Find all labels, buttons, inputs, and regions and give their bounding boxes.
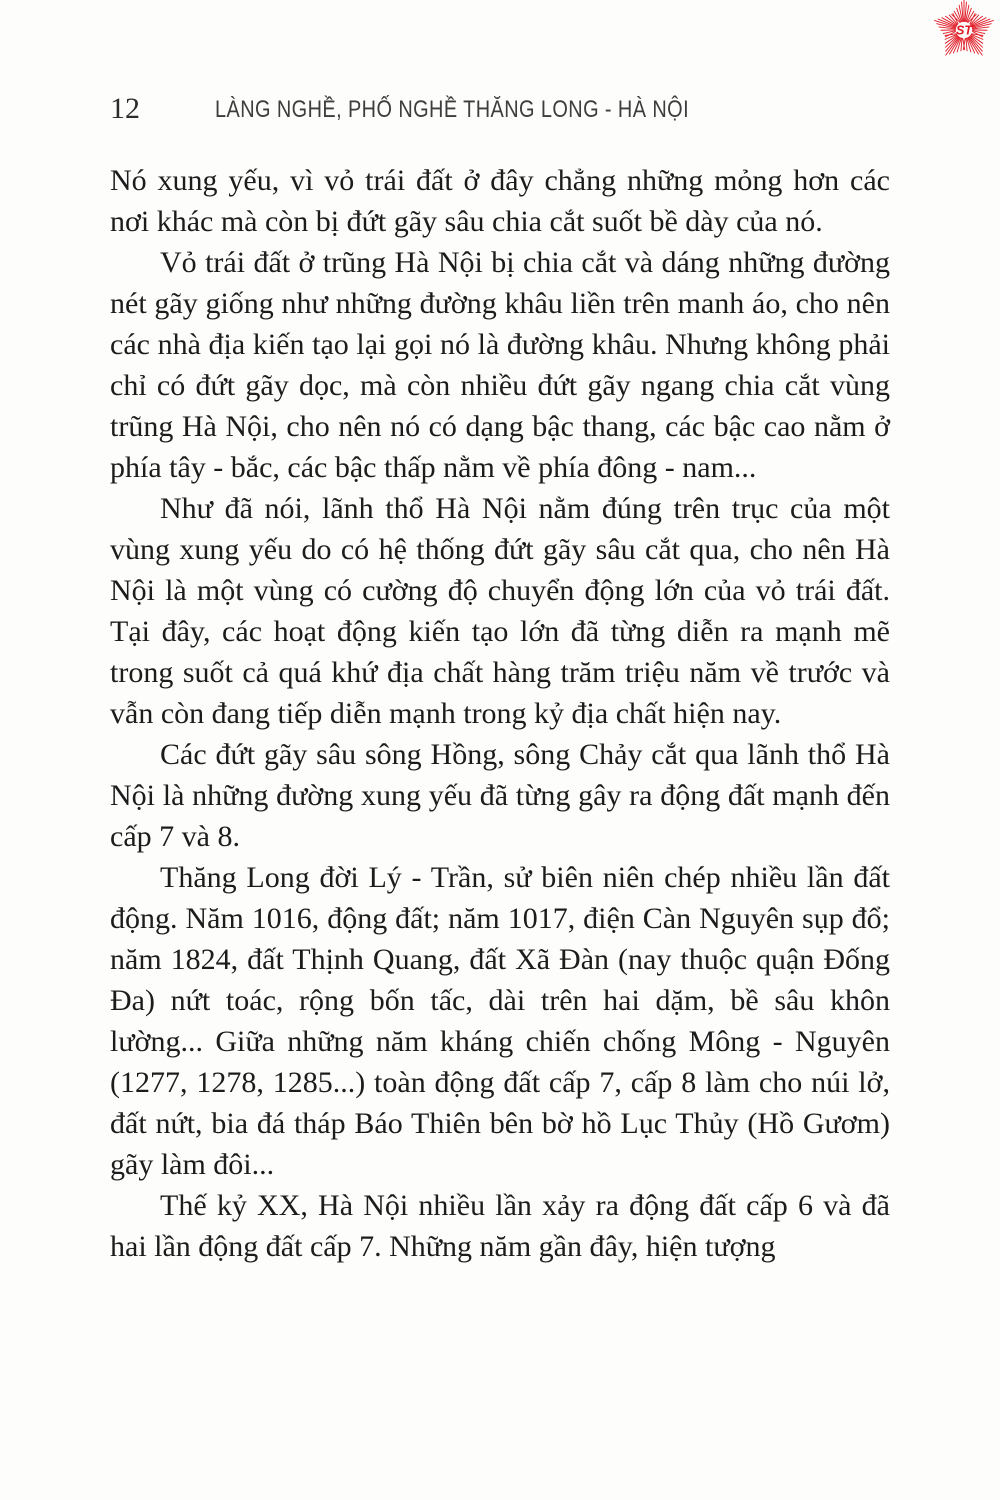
paragraph: Như đã nói, lãnh thổ Hà Nội nằm đúng trên trục của một vùng xung yếu do có hệ thống đứt gãy sâu cắt qua, cho nên Hà Nội là một vùng có cường độ chuyển động lớn của vỏ trái đất. Tại đây, các hoạt động kiến tạo lớn đã từng diễn ra mạnh mẽ trong suốt cả quá khứ địa chất hàng trăm triệu năm về trước và vẫn còn đang tiếp diễn mạnh trong kỷ địa chất hiện nay. [110, 492, 890, 730]
paragraph: Nó xung yếu, vì vỏ trái đất ở đây chẳng những mỏng hơn các nơi khác mà còn bị đứt gãy sâu chia cắt suốt bề dày của nó. [110, 164, 890, 238]
starburst-icon [931, 0, 997, 63]
page-body [110, 160, 890, 1267]
publisher-logo [931, 0, 997, 63]
running-header [110, 92, 890, 126]
page-number: 12 [110, 92, 140, 125]
paragraph: Thế kỷ XX, Hà Nội nhiều lần xảy ra động đất cấp 6 và đã hai lần động đất cấp 7. Những năm gần đây, hiện tượng [110, 1189, 890, 1263]
paragraph: Vỏ trái đất ở trũng Hà Nội bị chia cắt và dáng những đường nét gãy giống như những đường khâu liền trên manh áo, cho nên các nhà địa kiến tạo lại gọi nó là đường khâu. Nhưng không phải chỉ có đứt gãy dọc, mà còn nhiều đứt gãy ngang chia cắt vùng trũng Hà Nội, cho nên nó có dạng bậc thang, các bậc cao nằm ở phía tây - bắc, các bậc thấp nằm về phía đông - nam... [110, 246, 890, 484]
paragraph: Thăng Long đời Lý - Trần, sử biên niên chép nhiều lần đất động. Năm 1016, động đất; năm 1017, điện Càn Nguyên sụp đổ; năm 1824, đất Thịnh Quang, đất Xã Đàn (nay thuộc quận Đống Đa) nứt toác, rộng bốn tấc, dài trên hai dặm, bề sâu khôn lường... Giữa những năm kháng chiến chống Mông - Nguyên (1277, 1278, 1285...) toàn động đất cấp 7, cấp 8 làm cho núi lở, đất nứt, bia đá tháp Báo Thiên bên bờ hồ Lục Thủy (Hồ Gươm) gãy làm đôi... [110, 861, 890, 1181]
logo-monogram: ST [955, 23, 973, 38]
paragraph: Các đứt gãy sâu sông Hồng, sông Chảy cắt qua lãnh thổ Hà Nội là những đường xung yếu đã từng gây ra động đất mạnh đến cấp 7 và 8. [110, 738, 890, 853]
running-title: LÀNG NGHỀ, PHỐ NGHỀ THĂNG LONG - HÀ NỘI [215, 96, 690, 123]
